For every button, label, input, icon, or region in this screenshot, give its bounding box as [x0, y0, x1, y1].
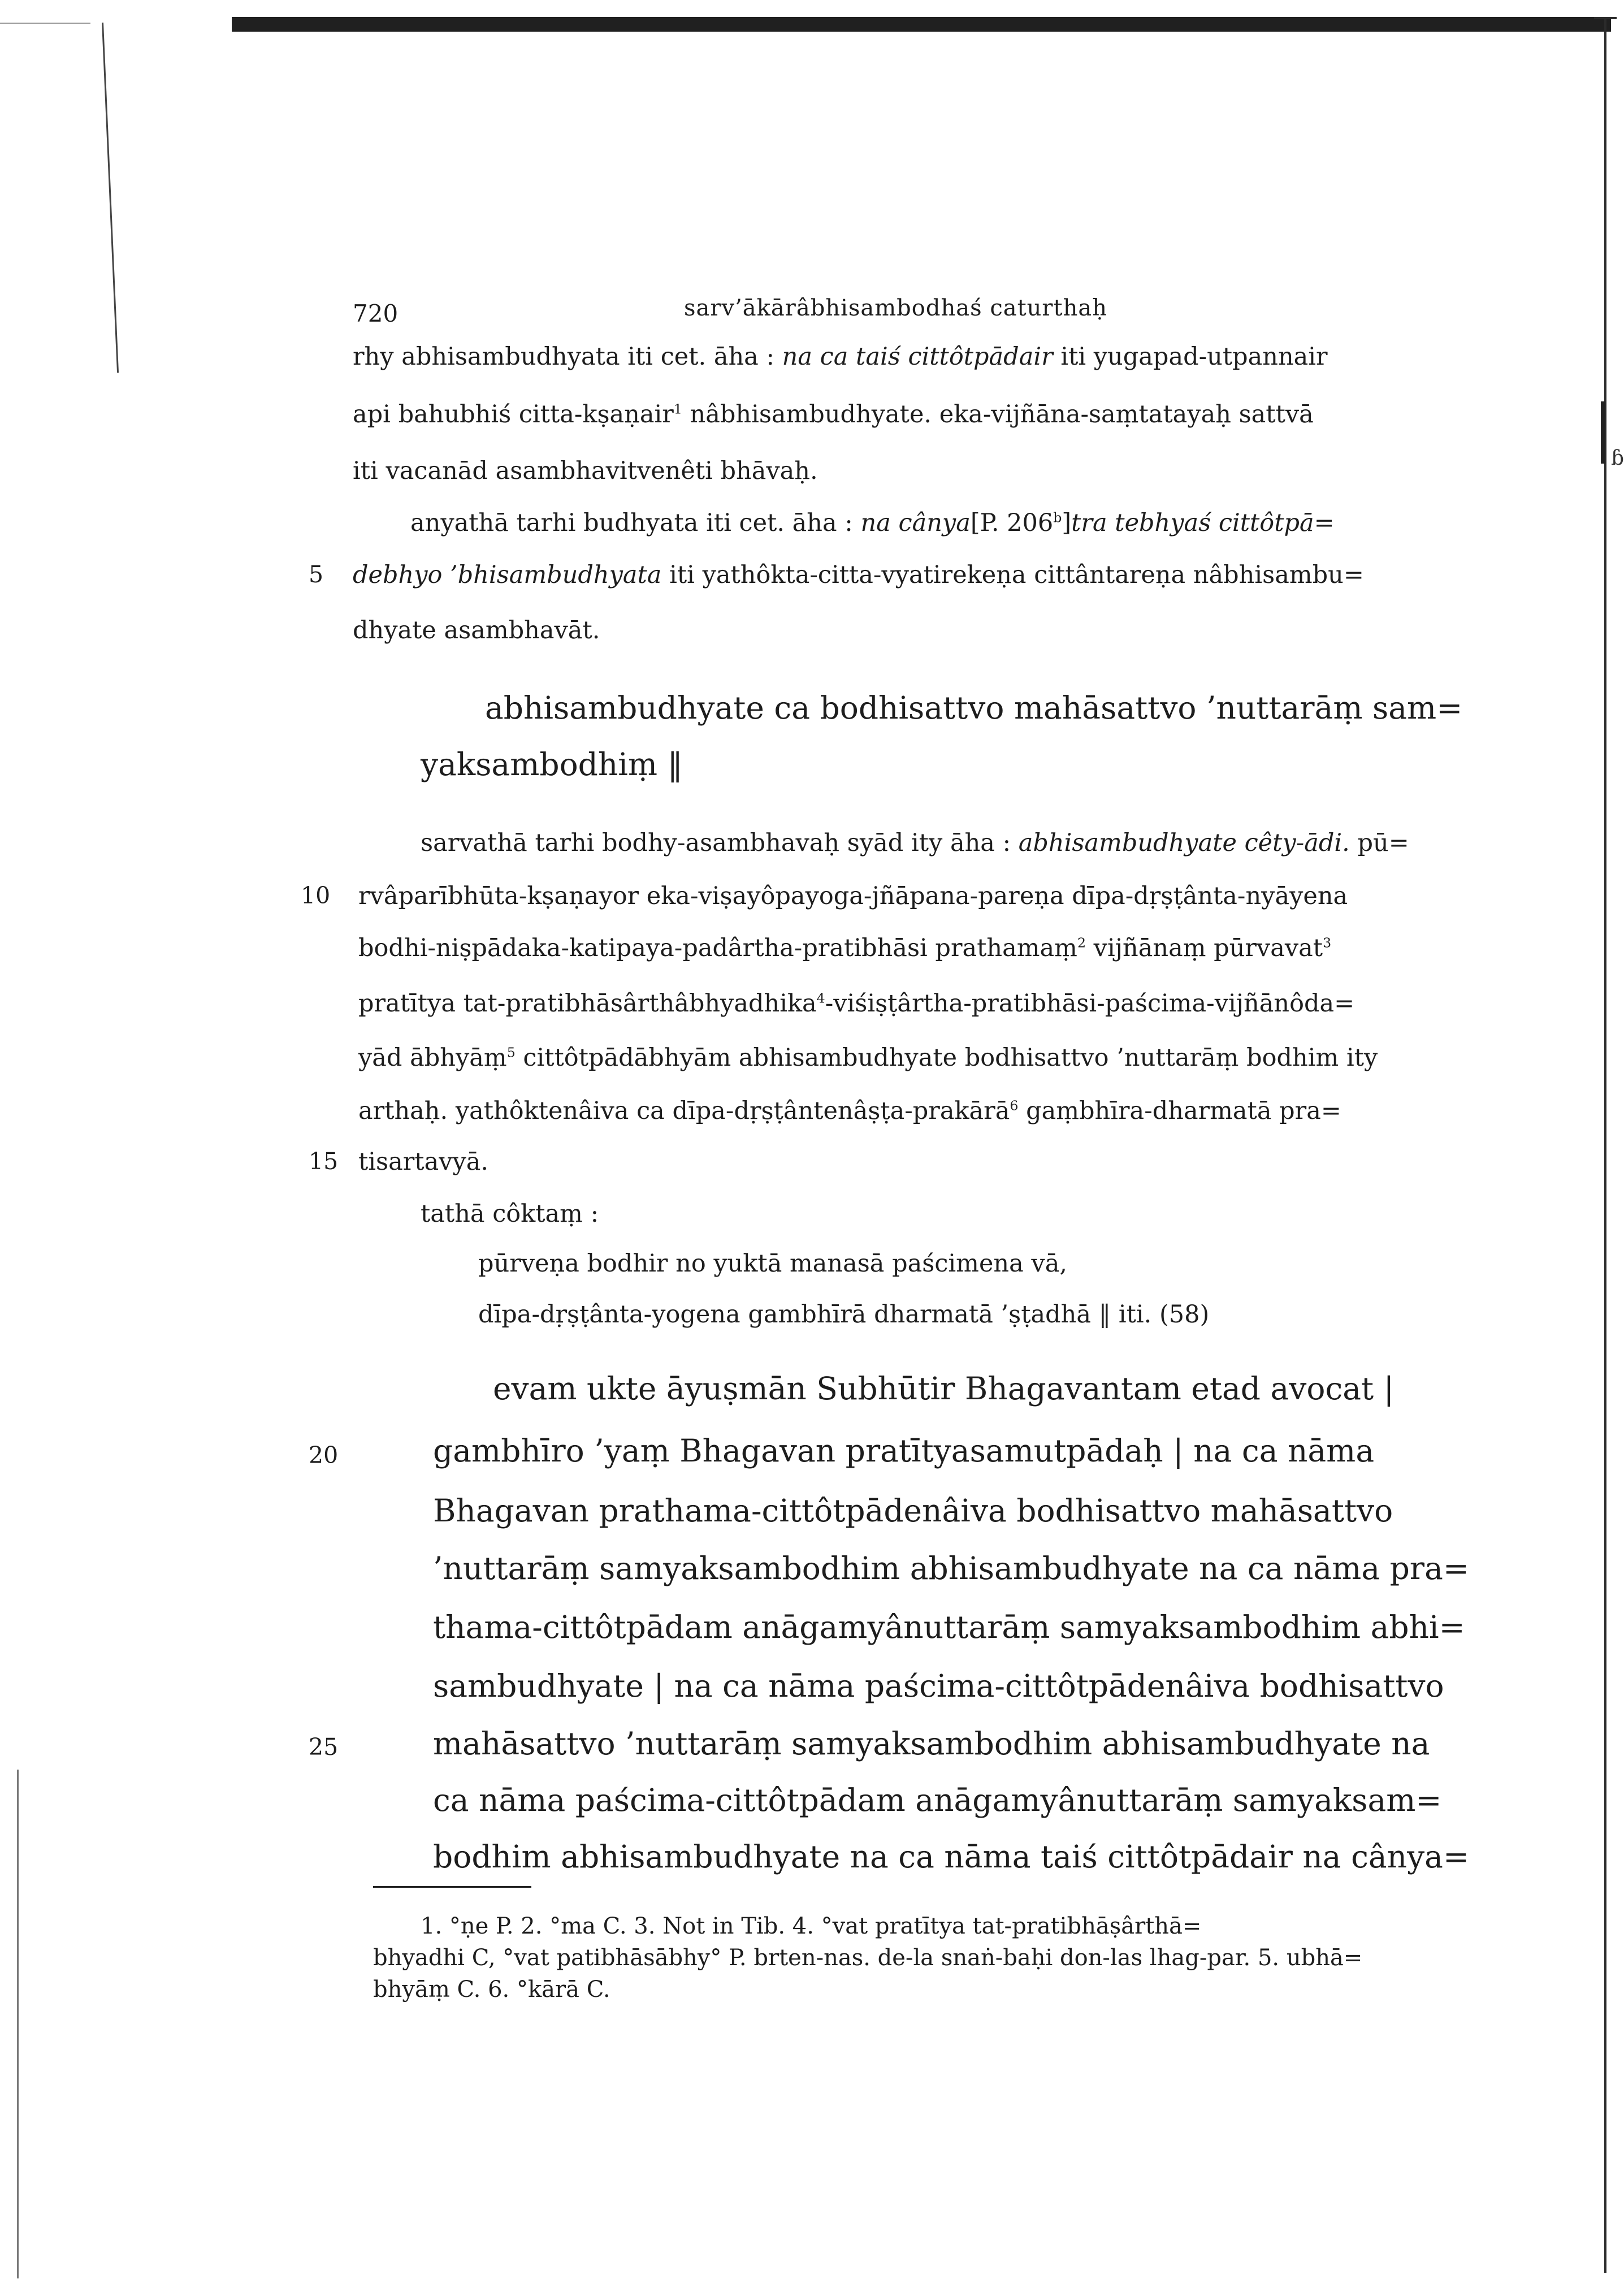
scan-left-edge — [102, 23, 119, 373]
page-number: 720 — [353, 300, 399, 327]
text-line: tathā côktaṃ : — [421, 1200, 599, 1228]
text-line: yād ābhyāṃ$^5$ cittôtpādābhyām abhisambudhyate bodhisattvo ’nuttarāṃ bodhim ity — [358, 1044, 1378, 1072]
root-text-line: abhisambudhyate ca bodhisattvo mahāsattvo ’nuttarāṃ sam= — [485, 690, 1463, 726]
scan-right-edge — [1604, 17, 1606, 2273]
root-text-line: sambudhyate | na ca nāma paścima-cittôtpādenâiva bodhisattvo — [433, 1668, 1444, 1704]
footnote-line: bhyadhi C, °vat patibhāsābhy° P. brten-nas. de-la snaṅ-baḥi don-las lhag-par. 5. ubhā= — [373, 1945, 1363, 1971]
text-line: arthaḥ. yathôktenâiva ca dīpa-dṛṣṭântenâṣṭa-prakārā$^6$ gaṃbhīra-dharmatā pra= — [358, 1097, 1341, 1125]
running-header: sarv’ākārâbhisambodhaś caturthaḥ — [684, 295, 1107, 321]
root-text-line: gambhīro ’yaṃ Bhagavan pratītyasamutpādaḥ | na ca nāma — [433, 1433, 1375, 1469]
text-line: rhy abhisambudhyata iti cet. āha : na ca taiś cittôtpādair iti yugapad-utpannair — [353, 343, 1328, 371]
footnote-line: bhyāṃ C. 6. °kārā C. — [373, 1977, 610, 2003]
scan-left-edge-lower — [17, 1770, 19, 2278]
line-number: 5 — [309, 561, 324, 588]
line-number: 20 — [309, 1442, 339, 1469]
root-text-line: thama-cittôtpādam anāgamyânuttarāṃ samyaksambodhim abhi= — [433, 1609, 1465, 1645]
root-text-line: ’nuttarāṃ samyaksambodhim abhisambudhyate na ca nāma pra= — [433, 1550, 1469, 1586]
text-line: tisartavyā. — [358, 1148, 489, 1176]
footnote-rule — [373, 1886, 531, 1888]
scan-dash-line — [0, 23, 90, 24]
text-line: sarvathā tarhi bodhy-asambhavaḥ syād ity āha : abhisambudhyate cêty-ādi. pū= — [421, 829, 1409, 857]
text-line: anyathā tarhi budhyata iti cet. āha : na cânya[P. 206$^b$]tra tebhyaś cittôtpā= — [410, 509, 1335, 537]
verse-line: dīpa-dṛṣṭânta-yogena gambhīrā dharmatā ’ṣṭadhā ‖ iti. (58) — [478, 1300, 1210, 1329]
root-text-line: Bhagavan prathama-cittôtpādenâiva bodhisattvo mahāsattvo — [433, 1493, 1393, 1529]
scan-top-border — [232, 17, 1611, 32]
scan-edge-mark — [1601, 401, 1605, 464]
text-line: rvâparībhūta-kṣaṇayor eka-viṣayôpayoga-jñāpana-pareṇa dīpa-dṛṣṭânta-nyāyena — [358, 882, 1348, 910]
scan-edge-glyph: ɓ — [1611, 447, 1624, 470]
root-text-line: evam ukte āyuṣmān Subhūtir Bhagavantam etad avocat | — [493, 1370, 1395, 1407]
root-text-line: ca nāma paścima-cittôtpādam anāgamyânuttarāṃ samyaksam= — [433, 1782, 1442, 1818]
text-line: debhyo ’bhisambudhyata iti yathôkta-citta-vyatirekeṇa cittântareṇa nâbhisambu= — [353, 561, 1364, 589]
footnote-line: 1. °ṇe P. 2. °ma C. 3. Not in Tib. 4. °vat pratītya tat-pratibhāṣârthā= — [421, 1913, 1202, 1939]
line-number: 25 — [309, 1733, 339, 1761]
text-line: pratītya tat-pratibhāsârthâbhyadhika$^4$-viśiṣṭârtha-pratibhāsi-paścima-vijñānôda= — [358, 989, 1355, 1018]
verse-line: pūrveṇa bodhir no yuktā manasā paścimena vā, — [478, 1249, 1067, 1278]
text-line: dhyate asambhavāt. — [353, 616, 600, 645]
text-line: iti vacanād asambhavitvenêti bhāvaḥ. — [353, 457, 818, 485]
root-text-line: mahāsattvo ’nuttarāṃ samyaksambodhim abhisambudhyate na — [433, 1726, 1430, 1762]
root-text-line: bodhim abhisambudhyate na ca nāma taiś cittôtpādair na cânya= — [433, 1839, 1470, 1875]
root-text-line: yaksambodhiṃ ‖ — [421, 746, 683, 782]
line-number: 10 — [301, 882, 331, 909]
text-line: bodhi-niṣpādaka-katipaya-padârtha-pratibhāsi prathamaṃ$^2$ vijñānaṃ pūrvavat$^3$ — [358, 934, 1332, 962]
scan-right-edge-tick — [1594, 17, 1617, 19]
line-number: 15 — [309, 1148, 339, 1175]
text-line: api bahubhiś citta-kṣaṇair$^1$ nâbhisambudhyate. eka-vijñāna-saṃtatayaḥ sattvā — [353, 400, 1314, 429]
